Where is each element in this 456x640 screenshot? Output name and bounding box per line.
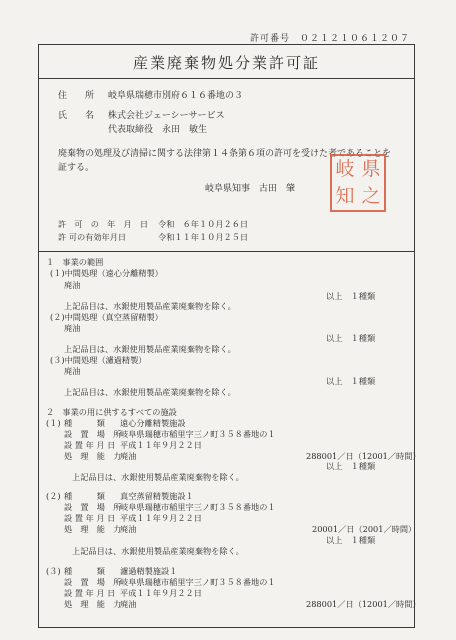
facility-number: (２) (46, 491, 61, 501)
scope-divider (38, 251, 415, 252)
scope-item-waste: 廃油 (64, 366, 81, 376)
company-name: 株式会社ジェーシーサービス (108, 111, 225, 121)
scope-item-label: (２)中間処理（真空蒸留精製） (50, 312, 163, 322)
official-seal (330, 154, 386, 212)
facility-type: 真空蒸留精製施設１ (120, 491, 194, 501)
scope-item-note: 上記品目は、水銀使用製品産業廃棄物を除く。 (64, 387, 236, 397)
facility-type-label: 種 類 (64, 566, 105, 576)
seal-char: 之 (361, 185, 381, 207)
facility-location: 岐阜県瑞穂市稲里字三ノ町３５８番地の１ (120, 502, 276, 512)
representative-name: 代表取締役 永田 敏生 (108, 125, 208, 135)
facility-capacity-value: 288001／日（12001／時間） (306, 599, 421, 609)
scope-item-count: 以上 １種類 (326, 376, 376, 386)
permit-date-value: 令和 ６年１０月２６日 (158, 219, 249, 229)
address-label: 住 所 (58, 91, 95, 101)
facility-count: 以上 １種類 (326, 461, 376, 471)
facility-number: (３) (46, 566, 61, 576)
scope-item-note: 上記品目は、水銀使用製品産業廃棄物を除く。 (64, 301, 236, 311)
facility-location: 岐阜県瑞穂市稲里字三ノ町３５８番地の１ (120, 577, 276, 587)
scope-item-note: 上記品目は、水銀使用製品産業廃棄物を除く。 (64, 344, 236, 354)
seal-char: 岐 (335, 158, 355, 180)
facility-type: 濾過精製施設１ (120, 566, 178, 576)
facility-capacity: 廃油 (120, 599, 137, 609)
facility-type-label: 種 類 (64, 418, 105, 428)
scope-item-waste: 廃油 (64, 280, 81, 290)
facility-note: 上記品目は、水銀使用製品産業廃棄物を除く。 (72, 472, 244, 482)
facility-date: 平成１１年９月２２日 (120, 440, 202, 450)
expiry-date-label: 許 可の有効年月日 (58, 232, 127, 242)
facility-note: 上記品目は、水銀使用製品産業廃棄物を除く。 (72, 546, 244, 556)
scope-item-label: (３)中間処理（濾過精製） (50, 355, 147, 365)
issuer-name: 岐阜県知事 古田 肇 (205, 184, 296, 194)
facility-location-label: 設 置 場 所 (64, 429, 122, 439)
facility-capacity-label: 処 理 能 力 (64, 524, 122, 534)
facility-capacity-label: 処 理 能 力 (64, 451, 122, 461)
facility-date-label: 設 置 年 月 日 (64, 513, 116, 523)
permit-number: 許可番号 ０２１２１０６１２０７ (249, 34, 410, 44)
facility-capacity-value: 20001／日（2001／時間） (312, 524, 417, 534)
facility-count: 以上 １種類 (326, 535, 376, 545)
facility-date-label: 設 置 年 月 日 (64, 588, 116, 598)
scope-item-label: (１)中間処理（遠心分離精製） (50, 268, 163, 278)
facility-date: 平成１１年９月２２日 (120, 513, 202, 523)
statement-line-2: 証する。 (58, 163, 95, 173)
scope-item-count: 以上 １種類 (326, 291, 376, 301)
title-divider (38, 78, 415, 79)
facility-type: 遠心分離精製施設 (120, 418, 186, 428)
scope-item-count: 以上 １種類 (326, 333, 376, 343)
facility-capacity-value: 288001／日（12001／時間） (306, 451, 421, 461)
scope-item-waste: 廃油 (64, 323, 81, 333)
facility-type-label: 種 類 (64, 491, 105, 501)
seal-char: 県 (361, 158, 381, 180)
facility-number: (１) (46, 418, 61, 428)
facility-location-label: 設 置 場 所 (64, 502, 122, 512)
facility-date-label: 設 置 年 月 日 (64, 440, 116, 450)
permit-date-label: 許 可 の 年 月 日 (58, 219, 149, 229)
facility-date: 平成１１年９月２２日 (120, 588, 202, 598)
facility-location-label: 設 置 場 所 (64, 577, 122, 587)
facilities-heading: ２ 事業の用に供するすべての施設 (46, 407, 177, 417)
seal-char: 知 (335, 185, 355, 207)
expiry-date-value: 令和１１年１０月２５日 (158, 232, 249, 242)
address-value: 岐阜県瑞穂市別府６１６番地の３ (108, 91, 244, 101)
facility-location: 岐阜県瑞穂市稲里字三ノ町３５８番地の１ (120, 429, 276, 439)
facility-capacity: 廃油 (120, 451, 137, 461)
facility-capacity: 廃油 (120, 524, 137, 534)
facility-capacity-label: 処 理 能 力 (64, 599, 122, 609)
document-title: 産業廃棄物処分業許可証 (132, 54, 320, 72)
name-label: 氏 名 (58, 111, 95, 121)
scope-heading: １ 事業の範囲 (46, 257, 104, 267)
statement-line-1: 廃棄物の処理及び清掃に関する法律第１４条第６項の許可を受けた者であることを (58, 149, 392, 159)
